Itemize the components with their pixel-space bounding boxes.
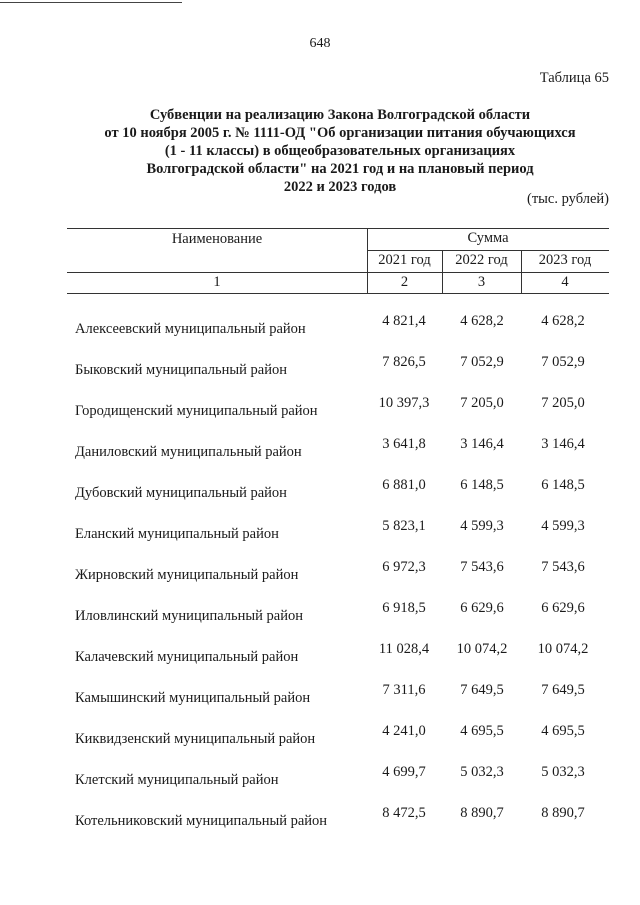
table-row [0,477,640,501]
header-rule-years [67,272,609,273]
value-2022: 8 890,7 [460,805,504,821]
table-row [0,395,640,419]
value-2023: 8 890,7 [541,805,585,821]
value-2023: 4 599,3 [541,518,585,534]
table-row [0,354,640,378]
value-2021: 6 972,3 [382,559,426,575]
row-name: Камышинский муниципальный район [75,690,311,706]
row-name: Клетский муниципальный район [75,772,279,788]
header-col-number: 1 [213,274,221,290]
table-row [0,641,640,665]
value-2021: 3 641,8 [382,436,426,452]
header-year-2022: 2022 год [455,252,508,268]
title-line: Субвенции на реализацию Закона Волгоградской области [149,107,531,123]
top-rule [0,2,182,3]
row-name: Городищенский муниципальный район [75,403,318,419]
value-2021: 7 826,5 [382,354,426,370]
table-header [67,228,609,294]
value-2022: 7 052,9 [460,354,504,370]
value-2023: 4 628,2 [541,313,585,329]
value-2022: 6 629,6 [460,600,504,616]
row-name: Калачевский муниципальный район [75,649,299,665]
row-name: Еланский муниципальный район [75,526,279,542]
title-line: от 10 ноября 2005 г. № 1111-ОД "Об организации питания обучающихся [104,125,576,141]
header-col-number: 2 [400,274,409,290]
table-row [0,518,640,542]
value-2022: 4 695,5 [460,723,504,739]
value-2023: 6 148,5 [541,477,585,493]
row-name: Быковский муниципальный район [75,362,287,378]
page-number: 648 [309,36,331,51]
value-2021: 4 821,4 [382,313,426,329]
header-year-2021: 2021 год [378,252,431,268]
value-2021: 4 699,7 [382,764,426,780]
row-name: Алексеевский муниципальный район [75,321,306,337]
value-2022: 10 074,2 [456,641,508,657]
row-name: Дубовский муниципальный район [75,485,287,501]
value-2022: 4 599,3 [460,518,504,534]
table-row [0,559,640,583]
value-2021: 7 311,6 [382,682,426,698]
value-2021: 4 241,0 [382,723,426,739]
value-2022: 3 146,4 [460,436,504,452]
table-row [0,600,640,624]
title-line: (1 - 11 классы) в общеобразовательных организациях [164,143,516,159]
value-2023: 3 146,4 [541,436,585,452]
table-row [0,764,640,788]
header-year-2023: 2023 год [538,252,592,268]
table-row [0,436,640,460]
value-2023: 7 205,0 [541,395,585,411]
value-2021: 8 472,5 [382,805,426,821]
header-rule-mid [367,250,609,251]
document-title [60,106,620,196]
row-name: Жирновский муниципальный район [75,567,299,583]
table-row [0,682,640,706]
value-2022: 6 148,5 [460,477,504,493]
units-label: (тыс. рублей) [527,191,609,207]
value-2021: 10 397,3 [378,395,430,411]
header-name: Наименование [171,231,263,247]
header-col-number: 3 [477,274,486,290]
value-2022: 5 032,3 [460,764,504,780]
table-row [0,805,640,829]
value-2023: 6 629,6 [541,600,585,616]
value-2021: 11 028,4 [378,641,430,657]
header-sum: Сумма [467,230,509,246]
value-2021: 6 918,5 [382,600,426,616]
value-2022: 7 649,5 [460,682,504,698]
row-name: Даниловский муниципальный район [75,444,302,460]
value-2021: 6 881,0 [382,477,426,493]
header-rule-top [67,228,609,229]
title-line: Волгоградской области" на 2021 год и на плановый период [146,161,534,177]
header-col-number: 4 [561,274,569,290]
value-2023: 7 052,9 [541,354,585,370]
title-line: 2022 и 2023 годов [283,179,397,195]
table-label: Таблица 65 [539,70,609,86]
row-name: Иловлинский муниципальный район [75,608,303,624]
value-2023: 4 695,5 [541,723,585,739]
table-row [0,313,640,337]
value-2023: 7 649,5 [541,682,585,698]
row-name: Котельниковский муниципальный район [75,813,328,829]
row-name: Киквидзенский муниципальный район [75,731,316,747]
value-2023: 5 032,3 [541,764,585,780]
value-2022: 7 205,0 [460,395,504,411]
table-row [0,723,640,747]
value-2022: 7 543,6 [460,559,504,575]
value-2023: 7 543,6 [541,559,585,575]
value-2023: 10 074,2 [537,641,589,657]
value-2022: 4 628,2 [460,313,504,329]
header-rule-bottom [67,293,609,294]
value-2021: 5 823,1 [382,518,426,534]
